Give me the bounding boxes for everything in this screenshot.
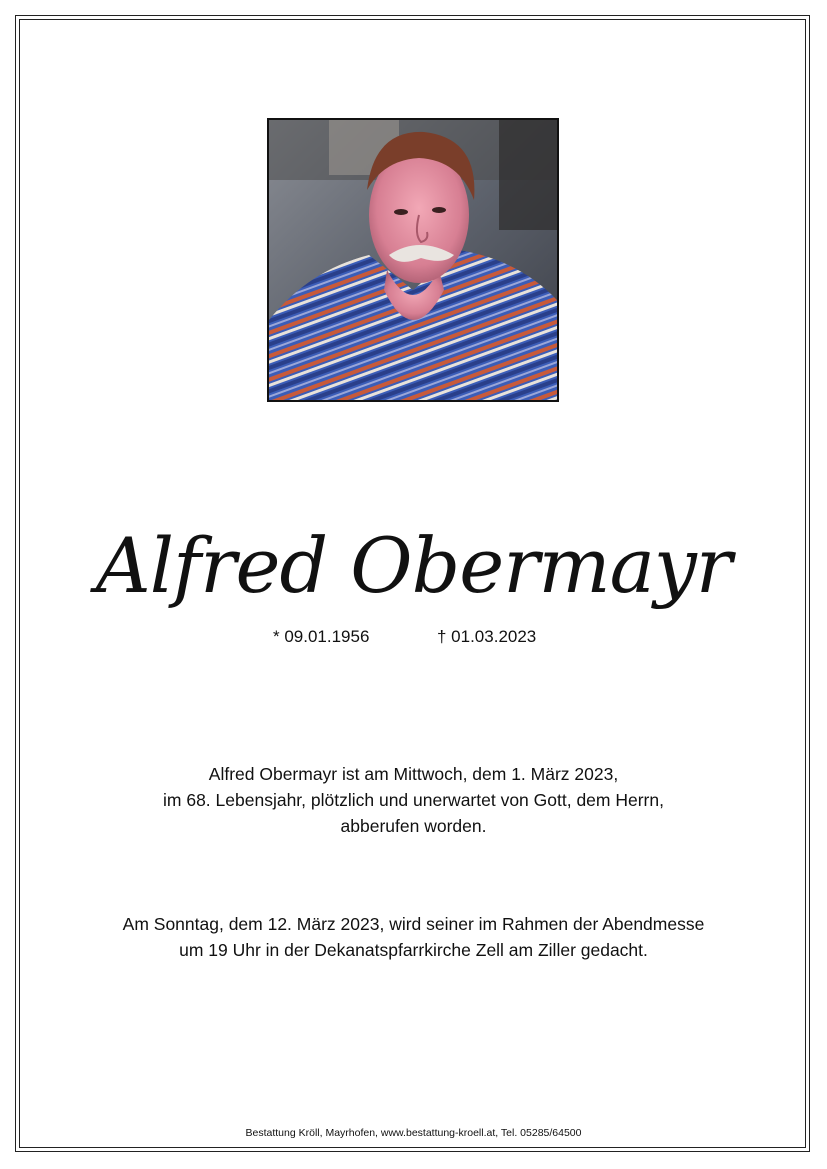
deceased-name: Alfred Obermayr	[95, 521, 732, 610]
funeral-home-footer: Bestattung Kröll, Mayrhofen, www.bestattung-kroell.at, Tel. 05285/64500	[245, 1127, 582, 1139]
announcement-text	[40, 761, 787, 839]
announcement-line: Alfred Obermayr ist am Mittwoch, dem 1. März 2023,	[208, 764, 619, 784]
portrait-photo	[267, 118, 559, 402]
announcement-line: im 68. Lebensjahr, plötzlich und unerwartet von Gott, dem Herrn,	[163, 790, 664, 810]
memorial-text	[40, 911, 787, 963]
announcement-line: abberufen worden.	[340, 816, 487, 836]
birth-date: * 09.01.1956	[273, 627, 370, 646]
memorial-line: Am Sonntag, dem 12. März 2023, wird seiner im Rahmen der Abendmesse	[122, 914, 705, 934]
memorial-line: um 19 Uhr in der Dekanatspfarrkirche Zell am Ziller gedacht.	[179, 940, 648, 960]
death-date: † 01.03.2023	[437, 627, 537, 646]
portrait-image	[269, 120, 557, 400]
